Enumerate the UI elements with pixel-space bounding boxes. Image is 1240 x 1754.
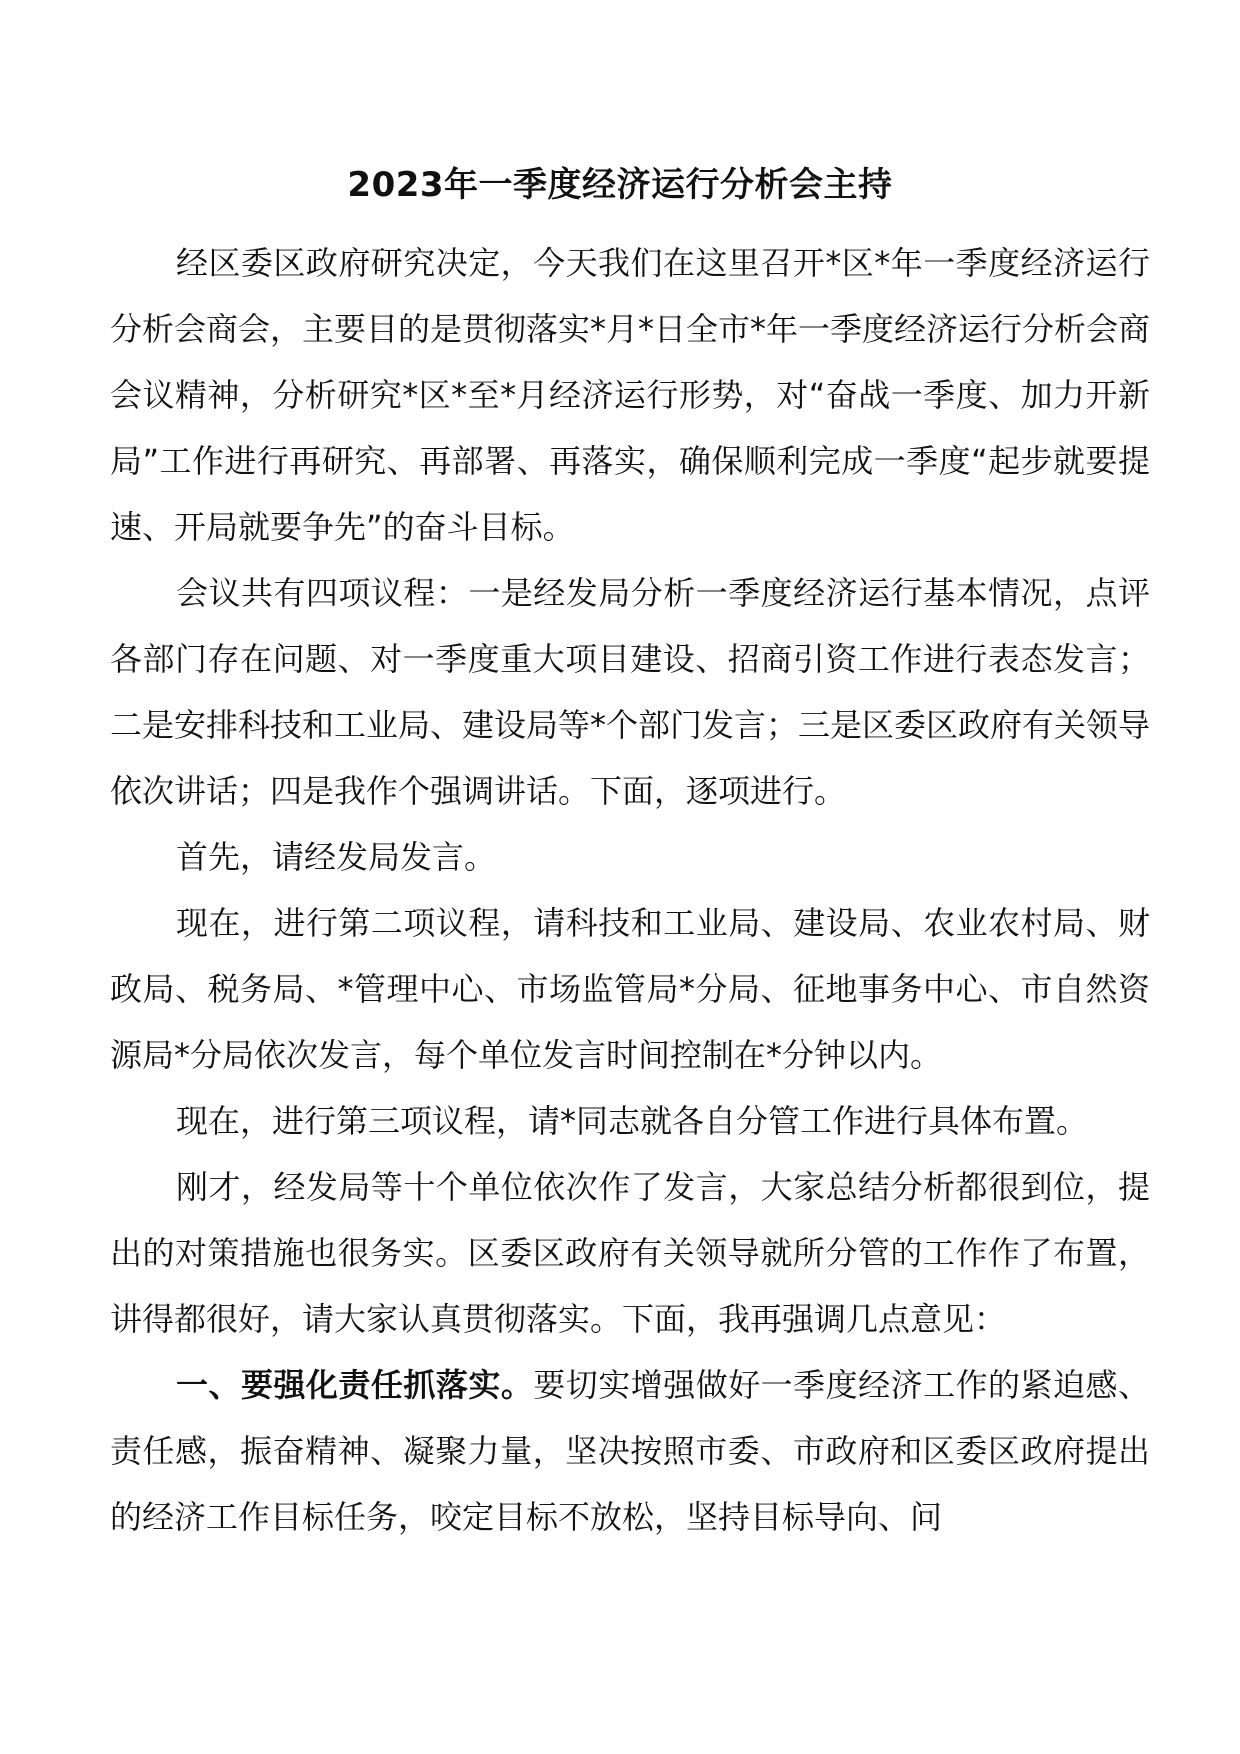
paragraph-intro [110,230,1150,560]
paragraph-point-one [110,1352,1150,1550]
paragraph-agenda [110,560,1150,824]
paragraph-text: 要切实增强做好一季度经济工作的紧迫感、责任感，振奋精神、凝聚力量，坚决按照市委、市政府和区委区政府提出的经济工作目标任务，咬定目标不放松，坚持目标导向、问 [110,1366,1150,1536]
paragraph-text: 经区委区政府研究决定，今天我们在这里召开*区*年一季度经济运行分析会商会，主要目的是贯彻落实*月*日全市*年一季度经济运行分析会商会议精神，分析研究*区*至*月经济运行形势，对“奋战一季度、加力开新局”工作进行再研究、再部署、再落实，确保顺利完成一季度“起步就要提速、开局就要争先”的奋斗目标。 [110,244,1151,546]
document-body [110,230,1150,1550]
paragraph-text: 现在，进行第二项议程，请科技和工业局、建设局、农业农村局、财政局、税务局、*管理中心、市场监管局*分局、征地事务中心、市自然资源局*分局依次发言，每个单位发言时间控制在*分钟以内。 [110,904,1150,1074]
paragraph-text: 首先，请经发局发言。 [176,838,497,876]
paragraph-text: 会议共有四项议程：一是经发局分析一季度经济运行基本情况，点评各部门存在问题、对一季度重大项目建设、招商引资工作进行表态发言；二是安排科技和工业局、建设局等*个部门发言；三是区委区政府有关领导依次讲话；四是我作个强调讲话。下面，逐项进行。 [110,574,1151,810]
paragraph-text: 现在，进行第三项议程，请*同志就各自分管工作进行具体布置。 [176,1102,1089,1140]
paragraph-first-item [110,824,1150,890]
paragraph-third-item [110,1088,1150,1154]
paragraph-lead-heading: 一、要强化责任抓落实。 [176,1366,534,1404]
paragraph-second-item [110,890,1150,1088]
paragraph-summary [110,1154,1150,1352]
document-title: 2023年一季度经济运行分析会主持 [347,165,893,205]
paragraph-text: 刚才，经发局等十个单位依次作了发言，大家总结分析都很到位，提出的对策措施也很务实。区委区政府有关领导就所分管的工作作了布置，讲得都很好，请大家认真贯彻落实。下面，我再强调几点意见： [110,1168,1150,1338]
